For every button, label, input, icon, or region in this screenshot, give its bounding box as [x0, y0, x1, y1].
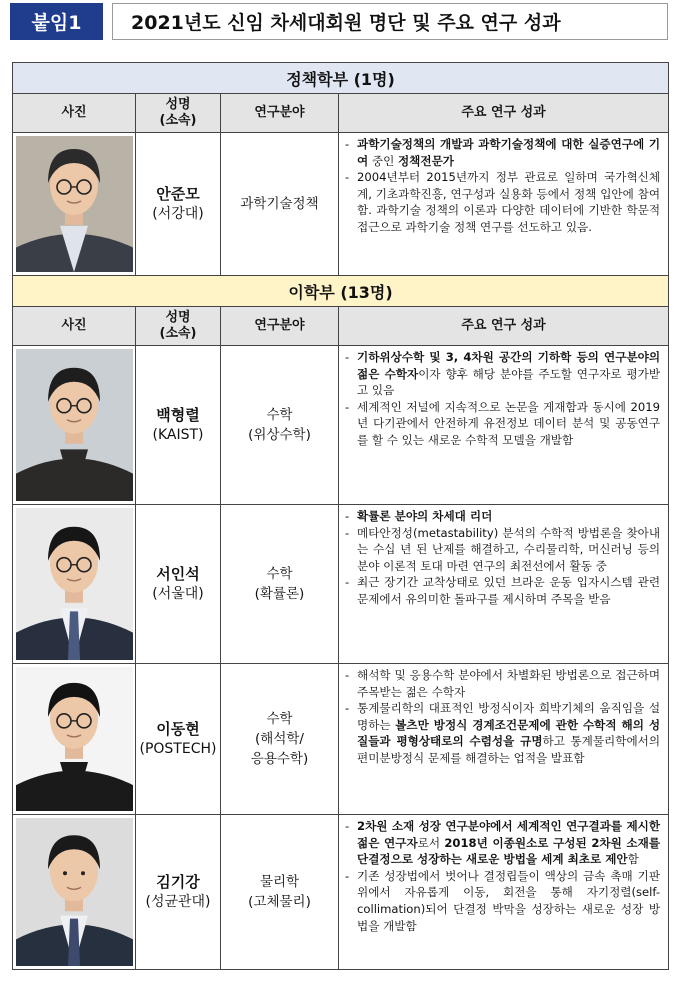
achievement-segment: 하고 통계물리학에서의 편미분방정식 문제를 해결하는 업적을 발표함	[357, 734, 661, 765]
policy-division-header-row	[13, 63, 669, 94]
bullet-dash: -	[345, 668, 350, 682]
field-cell	[221, 664, 339, 815]
science-division-header: 이학부 (13명)	[13, 276, 669, 307]
achievement-item	[345, 700, 660, 766]
achievement-segment: 2018년 이종원소로 구성된 2차원 소재를 단결정으로 성장하는 새로운 방법을 세계 최초로 제안	[357, 835, 661, 867]
name-cell	[136, 505, 221, 664]
field-cell	[221, 133, 339, 276]
research-field: 수학	[266, 711, 293, 727]
achievement-item	[345, 574, 660, 607]
member-photo	[16, 349, 133, 501]
achievement-segment: 세계적인 저널에 지속적으로 논문을 게재함과 동시에 2019년 다기관에서 안전하게 유전정보 데이터 분석 및 공동연구를 할 수 있는 새로운 수학적 모델을 개발함	[357, 399, 661, 447]
bullet-dash: -	[345, 701, 350, 716]
achievement-segment: 볼츠만 방정식 경계조건문제에 관한 수학적 해의 성질들과 평형상태로의 수렴성을 규명	[357, 717, 661, 749]
bullet-dash: -	[345, 137, 350, 151]
achievement-text	[357, 136, 660, 169]
name-column-header	[136, 94, 221, 133]
achievement-item	[345, 349, 660, 399]
bullet-dash: -	[345, 868, 350, 883]
field-column-header: 연구분야	[221, 94, 339, 133]
member-name: 김기강	[156, 873, 200, 891]
achievement-segment: 2004년부터 2015년까지 정부 관료로 일하며 국가혁신체계, 기초과학진흥, 연구성과 실용화 등에서 정책 입안에 참여함. 과학기술 정책의 이론과 다양한 데이터에 기반한 학문적 접근으로 과학기술 정책 연구를 선도하고 있음.	[357, 170, 661, 234]
member-name: 안준모	[156, 185, 200, 203]
achievement-segment: 로서	[417, 835, 445, 850]
research-field: 과학기술정책	[240, 196, 319, 212]
research-field: 수학	[266, 407, 293, 423]
achievement-segment: 정책전문가	[397, 153, 454, 168]
name-header-line2: (소속)	[159, 326, 197, 341]
achievement-item	[345, 508, 660, 525]
research-field: (해석학/	[255, 731, 304, 747]
achievement-item	[345, 169, 660, 235]
research-field: 수학	[266, 566, 293, 582]
bullet-dash: -	[345, 399, 350, 414]
achievement-segment: 과학기술정책의 개발과 과학기술정책에 대한 실증연구에 기여	[357, 137, 661, 168]
achievement-text	[357, 667, 660, 700]
photo-cell	[13, 346, 136, 505]
member-affiliation: (KAIST)	[152, 427, 204, 443]
page-title: 2021년도 신임 차세대회원 명단 및 주요 연구 성과	[112, 3, 668, 40]
member-row	[13, 505, 669, 664]
achievement-segment: 이자 향후 해당 분야를 주도할 연구자로 평가받고 있음	[357, 366, 661, 398]
achievement-segment: 확률론 분야의 차세대 리더	[357, 509, 493, 523]
photo-cell	[13, 664, 136, 815]
name-cell	[136, 346, 221, 505]
achievements-cell	[339, 505, 669, 664]
research-field: 응용수학)	[250, 751, 309, 767]
achievement-text	[357, 868, 660, 934]
achievement-segment: 중인	[368, 153, 398, 168]
member-row	[13, 346, 669, 505]
achievement-text	[357, 399, 660, 449]
achievement-text	[357, 700, 660, 766]
field-column-header: 연구분야	[221, 307, 339, 346]
achievement-text	[357, 349, 660, 399]
achievement-item	[345, 818, 660, 868]
member-row	[13, 815, 669, 970]
achievement-item	[345, 136, 660, 169]
research-field: (확률론)	[254, 586, 305, 602]
research-field: 물리학	[259, 874, 300, 890]
achievement-segment: 2차원 소재 성장 연구분야에서 세계적인 연구결과를 제시한 젊은 연구자	[357, 819, 661, 850]
achievement-segment: 함	[627, 852, 639, 867]
science-division-header-row	[13, 276, 669, 307]
member-affiliation: (성균관대)	[145, 894, 211, 910]
photo-column-header: 사진	[13, 307, 136, 346]
photo-column-header: 사진	[13, 94, 136, 133]
achievement-item	[345, 667, 660, 700]
member-photo	[16, 508, 133, 660]
member-row	[13, 664, 669, 815]
research-field: (위상수학)	[248, 427, 311, 443]
name-cell	[136, 815, 221, 970]
achievements-column-header: 주요 연구 성과	[339, 307, 669, 346]
photo-cell	[13, 133, 136, 276]
name-header-line1: 성명	[165, 97, 191, 112]
photo-cell	[13, 505, 136, 664]
bullet-dash: -	[345, 525, 350, 540]
achievement-segment: 기하위상수학 및 3, 4차원 공간의 기하학 등의 연구분야의 젊은 수학자	[357, 350, 661, 381]
field-cell	[221, 815, 339, 970]
achievements-cell	[339, 133, 669, 276]
achievement-segment: 통계물리학의 대표적인 방정식이자 희박기체의 움직임을 설명하는	[357, 701, 661, 732]
achievements-cell	[339, 664, 669, 815]
bullet-dash: -	[345, 170, 350, 185]
field-cell	[221, 505, 339, 664]
member-affiliation: (서강대)	[152, 206, 204, 222]
achievements-column-header: 주요 연구 성과	[339, 94, 669, 133]
column-header-row	[13, 94, 669, 133]
achievement-item	[345, 868, 660, 934]
name-cell	[136, 133, 221, 276]
member-row	[13, 133, 669, 276]
achievement-item	[345, 525, 660, 575]
achievement-text	[357, 525, 660, 575]
research-field: (고체물리)	[248, 894, 311, 910]
member-affiliation: (서울대)	[152, 586, 204, 602]
achievement-segment: 메타안정성(metastability) 분석의 수학적 방법론을 찾아내는 수십 년 된 난제를 해결하고, 수리물리학, 머신러닝 등의 분야 이론적 토대 마련 연구의 최전선에서 활동 중	[357, 525, 661, 573]
member-name: 백형렬	[156, 406, 200, 424]
column-header-row	[13, 307, 669, 346]
name-header-line1: 성명	[165, 310, 191, 325]
member-affiliation: (POSTECH)	[139, 741, 217, 757]
achievement-segment: 해석학 및 응용수학 분야에서 차별화된 방법론으로 접근하며 주목받는 젊은 수학자	[357, 668, 661, 699]
achievement-segment: 최근 장기간 교착상태로 있던 브라운 운동 입자시스템 관련 문제에서 유의미한 돌파구를 제시하며 주목을 받음	[357, 575, 661, 606]
name-header-line2: (소속)	[159, 113, 197, 128]
achievement-item	[345, 399, 660, 449]
achievement-text	[357, 508, 660, 525]
member-name: 서인석	[156, 565, 200, 583]
member-name: 이동현	[156, 720, 200, 738]
policy-division-header: 정책학부 (1명)	[13, 63, 669, 94]
name-cell	[136, 664, 221, 815]
attachment-badge: 붙임1	[10, 3, 103, 40]
member-photo	[16, 136, 133, 272]
bullet-dash: -	[345, 575, 350, 590]
bullet-dash: -	[345, 819, 350, 833]
achievement-segment: 기존 성장법에서 벗어나 결정립들이 액상의 금속 촉매 기판 위에서 자유롭게 이동, 회전을 통해 자기정렬(self-collimation)되어 단결정 박막을 성장하는 새로운 성장 방법을 개발함	[357, 868, 661, 933]
achievement-text	[357, 574, 660, 607]
member-photo	[16, 667, 133, 811]
achievements-cell	[339, 815, 669, 970]
achievement-text	[357, 818, 660, 868]
name-column-header	[136, 307, 221, 346]
field-cell	[221, 346, 339, 505]
achievements-cell	[339, 346, 669, 505]
bullet-dash: -	[345, 350, 350, 364]
member-table	[12, 62, 669, 970]
page-header	[0, 0, 680, 44]
bullet-dash: -	[345, 509, 350, 523]
achievement-text	[357, 169, 660, 235]
member-photo	[16, 818, 133, 966]
photo-cell	[13, 815, 136, 970]
